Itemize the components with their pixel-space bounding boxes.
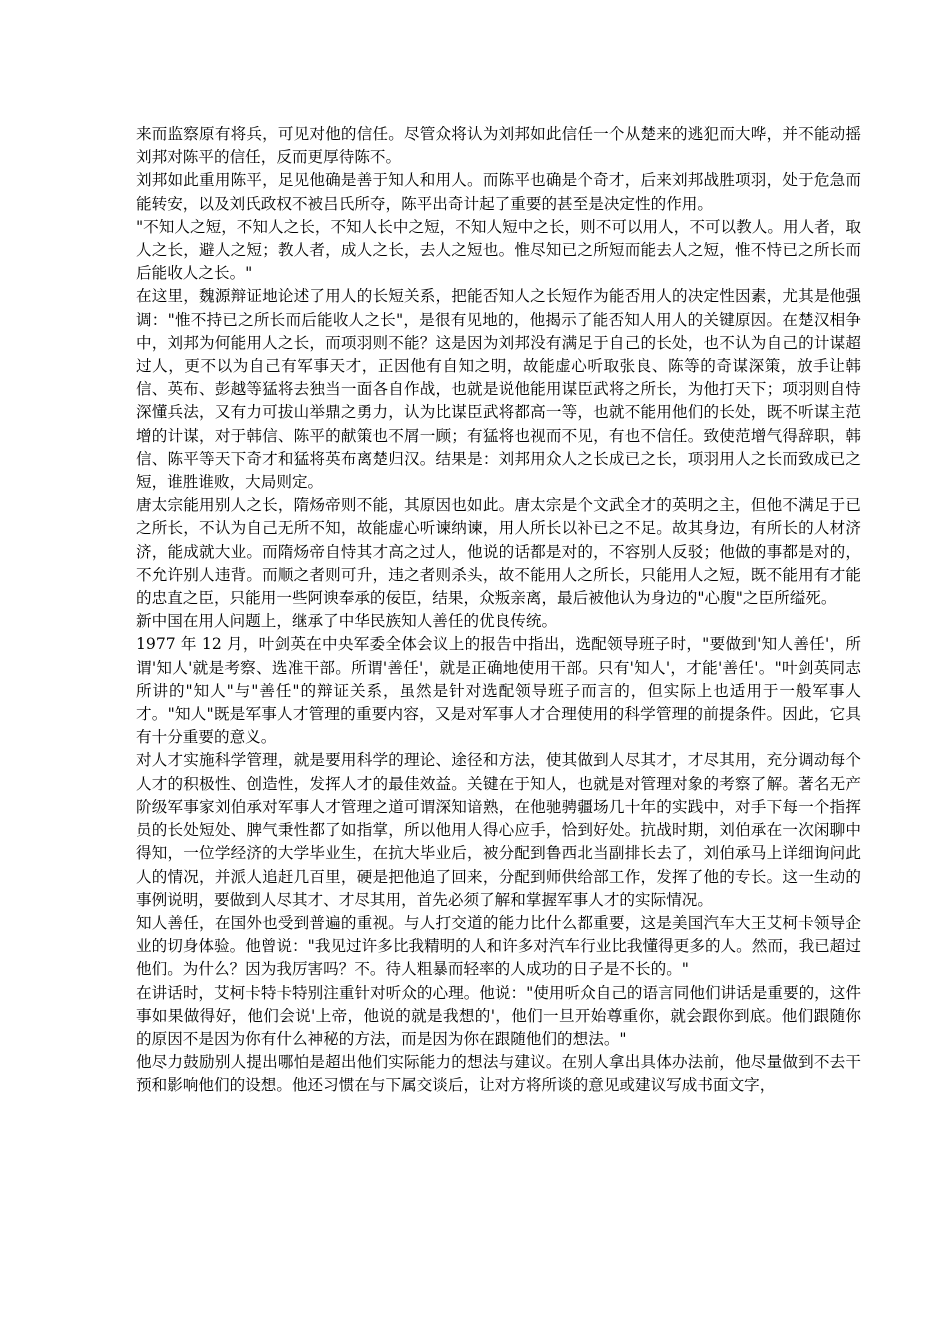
document-body: [136, 123, 861, 1098]
paragraph-10: 在讲话时，艾柯卡特卡特别注重针对听众的心理。他说："使用听众自己的语言同他们讲话是重要的，这件事如果做得好，他们会说'上帝，他说的就是我想的'，他们一旦开始尊重你，就会跟你到底。他们跟随你的原因不是因为你有什么神秘的方法，而是因为你在跟随他们的想法。": [136, 983, 861, 1048]
paragraph-1: 来而监察原有将兵，可见对他的信任。尽管众将认为刘邦如此信任一个从楚来的逃犯而大哗，并不能动摇刘邦对陈平的信任，反而更厚待陈不。: [136, 125, 861, 167]
paragraph-11: 他尽力鼓励别人提出哪怕是超出他们实际能力的想法与建议。在别人拿出具体办法前，他尽量做到不去干预和影响他们的设想。他还习惯在与下属交谈后，让对方将所谈的意见或建议写成书面文字，: [136, 1053, 861, 1095]
paragraph-5: 唐太宗能用别人之长，隋炀帝则不能，其原因也如此。唐太宗是个文武全才的英明之主，但他不满足于已之所长，不认为自己无所不知，故能虚心听谏纳谏，用人所长以补已之不足。故其身边，有所长的人材济济，能成就大业。而隋炀帝自恃其才高之过人，他说的话都是对的，不容别人反驳；他做的事都是对的，不允许别人违背。而顺之者则可升，违之者则杀头，故不能用人之所长，只能用人之短，既不能用有才能的忠直之臣，只能用一些阿谀奉承的佞臣，结果，众叛亲离，最后被他认为身边的"心腹"之臣所缢死。: [136, 496, 861, 608]
paragraph-7: 1977 年 12 月，叶剑英在中央军委全体会议上的报告中指出，选配领导班子时，"要做到'知人善任'，所谓'知人'就是考察、选准干部。所谓'善任'，就是正确地使用干部。只有'知人'，才能'善任'。"叶剑英同志所讲的"知人"与"善任"的辩证关系，虽然是针对选配领导班子而言的，但实际上也适用于一般军事人才。"知人"既是军事人才管理的重要内容，又是对军事人才合理使用的科学管理的前提条件。因此，它具有十分重要的意义。: [136, 635, 861, 747]
paragraph-3: "不知人之短，不知人之长，不知人长中之短，不知人短中之长，则不可以用人，不可以教人。用人者，取人之长，避人之短；教人者，成人之长，去人之短也。惟尽知已之所短而能去人之短，惟不恃已之所长而后能收人之长。": [136, 217, 861, 283]
paragraph-4: 在这里，魏源辩证地论述了用人的长短关系，把能否知人之长短作为能否用人的决定性因素，尤其是他强调："惟不持已之所长而后能收人之长"，是很有见地的，他揭示了能否知人用人的关键原因。在楚汉相争中，刘邦为何能用人之长，而项羽则不能？这是因为刘邦没有满足于自己的长处，也不认为自己的计谋超过人，更不以为自己有军事天才，正因他有自知之明，故能虚心听取张良、陈等的奇谋深策，放手让韩信、英布、彭越等猛将去独当一面各自作战，也就是说他能用谋臣武将之所长，为他打天下；项羽则自恃深懂兵法，又有力可拔山举鼎之勇力，认为比谋臣武将都高一等，也就不能用他们的长处，既不听谋主范增的计谋，对于韩信、陈平的献策也不屑一顾；有猛将也视而不见，有也不信任。致使范增气得辞职，韩信、陈平等天下奇才和猛将英布离楚归汉。结果是：刘邦用众人之长成已之长，项羽用人之长而致成已之短，谁胜谁败，大局则定。: [136, 287, 861, 492]
paragraph-8: 对人才实施科学管理，就是要用科学的理论、途径和方法，使其做到人尽其才，才尽其用，充分调动每个人才的积极性、创造性，发挥人才的最佳效益。关键在于知人，也就是对管理对象的考察了解。著名无产阶级军事家刘伯承对军事人才管理之道可谓深知谙熟，在他驰骋疆场几十年的实践中，对手下每一个指挥员的长处短处、脾气秉性都了如指掌，所以他用人得心应手，恰到好处。抗战时期，刘伯承在一次闲聊中得知，一位学经济的大学毕业生，在抗大毕业后，被分配到鲁西北当副排长去了，刘伯承马上详细询问此人的情况，并派人追赶几百里，硬是把他追了回来，分配到师供给部工作，发挥了他的专长。这一生动的事例说明，要做到人尽其才、才尽其用，首先必须了解和掌握军事人才的实际情况。: [136, 751, 861, 909]
paragraph-6: 新中国在用人问题上，继承了中华民族知人善任的优良传统。: [136, 612, 558, 631]
paragraph-2: 刘邦如此重用陈平，足见他确是善于知人和用人。而陈平也确是个奇才，后来刘邦战胜项羽，处于危急而能转安，以及刘氏政权不被吕氏所夺，陈平出奇计起了重要的甚至是决定性的作用。: [136, 171, 861, 213]
paragraph-9: 知人善任，在国外也受到普遍的重视。与人打交道的能力比什么都重要，这是美国汽车大王艾柯卡领导企业的切身体验。他曾说："我见过许多比我精明的人和许多对汽车行业比我懂得更多的人。然而，我已超过他们。为什么？因为我厉害吗？不。待人粗暴而轻率的人成功的日子是不长的。": [136, 913, 861, 979]
